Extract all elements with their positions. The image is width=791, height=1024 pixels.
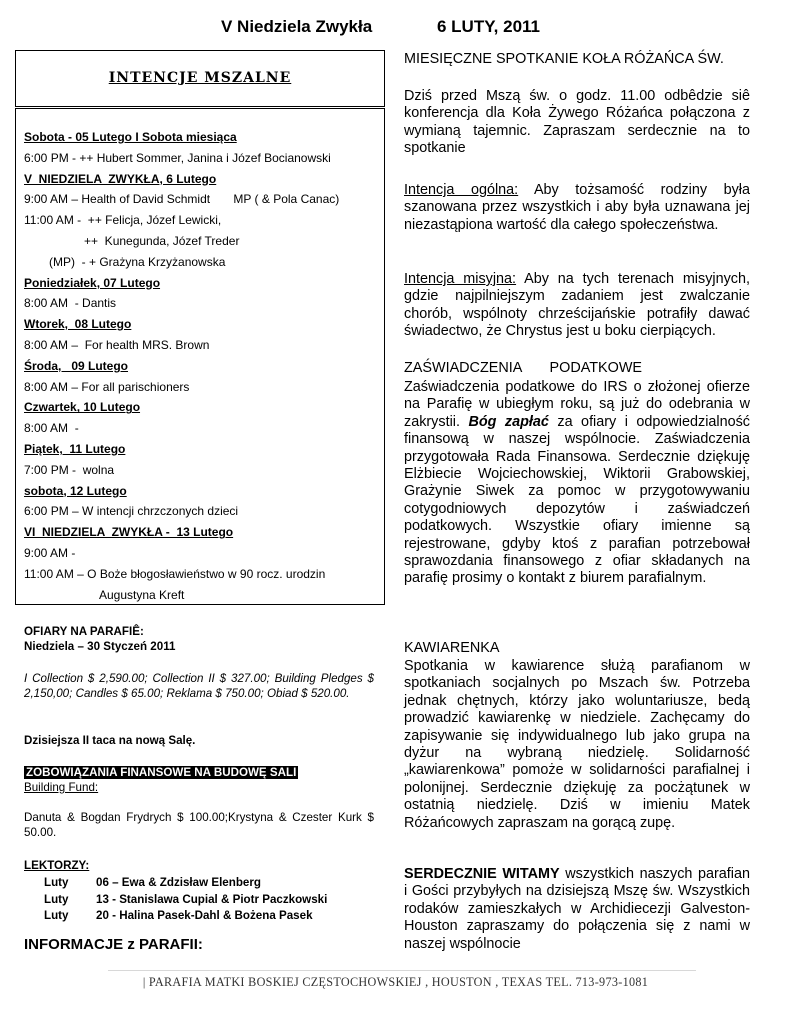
intencje-entry: 9:00 AM – Health of David Schmidt MP ( & Pola Canac) — [24, 192, 340, 207]
bog-zaplac: Bóg zapłać — [468, 413, 549, 430]
footer-divider — [108, 970, 696, 971]
intencje-entry: 8:00 AM - — [24, 421, 79, 436]
intencje-title: INTENCJE MSZALNE — [108, 70, 292, 86]
lektorzy-row — [24, 909, 313, 922]
intencje-entry: 8:00 AM – For all parischioners — [24, 379, 190, 394]
zobowiazania-heading-text: ZOBOWIĄZANIA FINANSOWE NA BUDOWĘ SALI — [26, 766, 297, 779]
serdecznie-heading: SERDECZNIE WITAMY — [404, 866, 560, 882]
zobowiazania-heading — [24, 765, 374, 780]
intencje-day-heading: sobota, 12 Lutego — [24, 483, 127, 498]
lektorzy-month: Luty — [44, 876, 69, 889]
intencje-entry: 6:00 PM - ++ Hubert Sommer, Janina i Józef Bocianowski — [24, 150, 331, 165]
serdecznie-text: wszystkich naszych parafian i Gości przybyłych na dzisiejszą Mszę św. Wszystkich rodaków zamieszkałych w Archidiecezji Galveston-Houston zapraszamy do połączenia się z nami w naszej wspólnocie — [404, 866, 750, 952]
zaswiadczenia-text — [404, 379, 750, 588]
lektorzy-names: 06 – Ewa & Zdzisław Elenberg — [96, 876, 261, 889]
kolo-text: Dziś przed Mszą św. o godz. 11.00 odbêdzie siê konferencja dla Koła Żywego Różańca połączona z wymianą tajemnic. Zapraszam serdecznie na to spotkanie — [404, 88, 750, 157]
intencje-day-heading: Piątek, 11 Lutego — [24, 442, 126, 456]
lektorzy-month: Luty — [44, 892, 69, 906]
intencje-entry: 8:00 AM - Dantis — [24, 296, 117, 311]
intencje-day-heading: Czwartek, 10 Lutego — [24, 400, 141, 415]
lektorzy-names: 13 - Stanislawa Cupial & Piotr Paczkowski — [96, 892, 328, 906]
serdecznie-witamy — [404, 866, 750, 953]
intencje-day-heading: Wtorek, 08 Lutego — [24, 317, 132, 332]
intencje-entry: 11:00 AM – O Boże błogosławieństwo w 90 rocz. urodzin — [24, 566, 326, 581]
intencje-day-heading: Poniedziałek, 07 Lutego — [24, 275, 161, 290]
page-header — [0, 17, 791, 41]
lektorzy-row — [24, 893, 327, 906]
intencje-day-heading: Środa, 09 Lutego — [24, 358, 129, 373]
intencje-entry: 7:00 PM - wolna — [24, 462, 115, 477]
building-fund-label: Building Fund: — [24, 781, 99, 794]
intencje-day-heading: V NIEDZIELA ZWYKŁA, 6 Lutego — [24, 171, 217, 186]
intencje-entry: (MP) - + Grażyna Krzyżanowska — [49, 254, 226, 269]
kolo-heading: MIESIĘCZNE SPOTKANIE KOŁA RÓŻAŃCA ŚW. — [404, 51, 724, 67]
intencje-day-heading: Sobota - 05 Lutego I Sobota miesiąca — [24, 130, 237, 144]
informacje-heading: INFORMACJE z PARAFII: — [24, 936, 203, 953]
lektorzy-heading: LEKTORZY: — [24, 859, 90, 872]
intencja-misyjna-label: Intencja misyjna: — [404, 271, 517, 287]
intencje-list — [15, 108, 385, 605]
building-fund-text: Danuta & Bogdan Frydrych $ 100.00;Krystyna & Czester Kurk $ 50.00. — [24, 811, 374, 839]
zaswiadczenia-text-2: za ofiary i odpowiedzialność finansową w naszej wspólnocie. Zaświadczenia przygotowała Rada Finansowa. Serdecznie dziękuję Elżbiecie Wojciechowskiej, Wiktorii Grabowskiej, Grażynie Siwek za pomoc w przygotowywaniu cotygodniowych depozytów i zaświadczeń podatkowych. Wszystkie ofiary imienne są rejestrowane, gdyby ktoś z parafian potrzebował sprawozdania finansowego z ofiar składanych na parafię prosimy o kontakt z biurem parafialnym. — [404, 413, 751, 587]
zaswiadczenia-heading: ZAŚWIADCZENIA PODATKOWE — [404, 360, 642, 376]
intencje-entry: ++ Kunegunda, Józef Treder — [84, 234, 240, 248]
intencja-ogolna-text: Aby tożsamość rodziny była szanowana przez wszystkich i aby była uznawana jej niezastąpiona wartość dla całego społeczeństwa. — [404, 182, 750, 233]
ofiary-date: Niedziela – 30 Styczeń 2011 — [24, 640, 176, 653]
intencje-entry: Augustyna Kreft — [99, 587, 185, 602]
intencje-entry: 6:00 PM – W intencji chrzczonych dzieci — [24, 504, 239, 519]
lektorzy-month: Luty — [44, 909, 69, 922]
kawiarenka-text: Spotkania w kawiarence służą parafianom w spotkaniach socjalnych po Mszach św. Potrzeba jednak chętnych, którzy jako woluntariusze, bedą prowadzić kawiarenkę w niedziele. Zachęcamy do zapisywanie się indywidualnego lub jako grupa na dyżur na wybraną niedzielę. Solidarność „kawiarenkowa” pomoże w solidarności parafialnej i polonijnej. Serdecznie dziękuję za pocżątunek w ostatnią niedzielę. Dziś w imieniu Matek Różańcowych zapraszam na gorącą zupę. — [404, 658, 750, 831]
header-date: 6 LUTY, 2011 — [437, 17, 541, 36]
kawiarenka-heading: KAWIARENKA — [404, 640, 500, 656]
ofiary-heading: OFIARY NA PARAFIÊ: — [24, 625, 144, 638]
intencja-ogolna-label: Intencja ogólna: — [404, 182, 519, 198]
zaswiadczenia-text-1: Zaświadczenia podatkowe do IRS o złożonej ofierze na Parafię w ubiegłym roku, są już do odebrania w zakrystii. — [404, 379, 750, 430]
header-title: V Niedziela Zwykła — [221, 17, 373, 36]
taca-note: Dzisiejsza II taca na nową Salę. — [24, 734, 196, 747]
intencje-entry: 9:00 AM - — [24, 546, 76, 560]
intencja-misyjna-text: Aby na tych terenach misyjnych, gdzie najpilniejszym zadaniem jest zwalczanie chorób, wspólnoty chrześcijańskie potrafiły dawać świadectwo, że Chrystus jest u boku cierpiących. — [404, 271, 750, 340]
footer: | PARAFIA MATKI BOSKIEJ CZĘSTOCHOWSKIEJ , HOUSTON , TEXAS TEL. 713-973-1081 — [142, 975, 649, 989]
intencja-misyjna — [404, 271, 750, 341]
lektorzy-row — [24, 876, 261, 889]
intencje-day-heading: VI NIEDZIELA ZWYKŁA - 13 Lutego — [24, 525, 234, 540]
intencje-title-box — [15, 50, 385, 107]
intencje-entry: 8:00 AM – For health MRS. Brown — [24, 338, 210, 352]
intencja-ogolna — [404, 182, 750, 234]
lektorzy-names: 20 - Halina Pasek-Dahl & Bożena Pasek — [96, 909, 313, 922]
intencje-entry: 11:00 AM - ++ Felicja, Józef Lewicki, — [24, 213, 222, 228]
ofiary-collections: I Collection $ 2,590.00; Collection II $ 327.00; Building Pledges $ 2,150,00; Candles $ 65.00; Reklama $ 750.00; Obiad $ 520.00. — [24, 672, 374, 700]
